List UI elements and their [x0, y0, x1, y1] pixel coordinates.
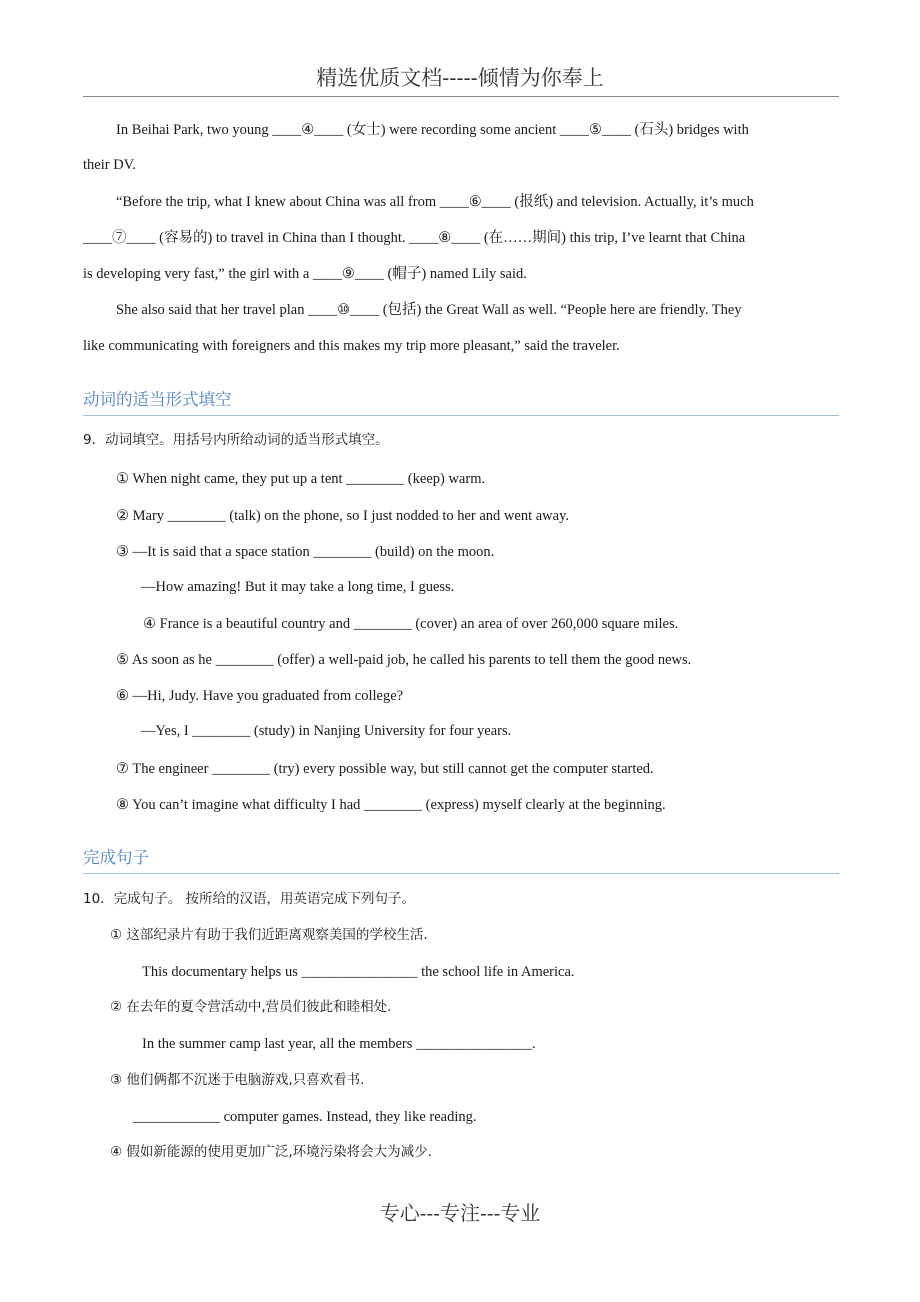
passage-line: ____⑦____ (容易的) to travel in China than I thought. ____⑧____ (在……期间) this trip, I’ve learnt that China	[83, 230, 746, 246]
exercise-item: ① When night came, they put up a tent ________ (keep) warm.	[116, 471, 486, 487]
passage-line: In Beihai Park, two young ____④____ (女士) were recording some ancient ____⑤____ (石头) bridges with	[116, 122, 749, 138]
page-header: 精选优质文档-----倾情为你奉上	[316, 66, 604, 90]
exercise-item: —How amazing! But it may take a long time, I guess.	[141, 579, 455, 595]
exercise-item: ⑥ —Hi, Judy. Have you graduated from college?	[116, 688, 404, 704]
question-9-prompt: 9．动词填空。用括号内所给动词的适当形式填空。	[83, 432, 389, 448]
section-divider	[83, 873, 839, 874]
passage-line: like communicating with foreigners and this makes my trip more pleasant,” said the traveler.	[83, 338, 620, 354]
exercise-item-chinese: ② 在去年的夏令营活动中,营员们彼此和睦相处.	[110, 999, 392, 1015]
exercise-item: This documentary helps us ________________ the school life in America.	[142, 964, 575, 980]
question-10-prompt: 10．完成句子。 按所给的汉语，用英语完成下列句子。	[83, 891, 415, 907]
exercise-item-chinese: ④ 假如新能源的使用更加广泛,环境污染将会大为减少.	[110, 1144, 432, 1160]
exercise-item-chinese: ① 这部纪录片有助于我们近距离观察美国的学校生活.	[110, 927, 428, 943]
exercise-item-chinese: ③ 他们俩都不沉迷于电脑游戏,只喜欢看书.	[110, 1072, 365, 1088]
section-divider	[83, 415, 839, 416]
exercise-item: ② Mary ________ (talk) on the phone, so I just nodded to her and went away.	[116, 508, 570, 524]
exercise-item: ⑤ As soon as he ________ (offer) a well-paid job, he called his parents to tell them the good news.	[116, 652, 692, 668]
exercise-item: In the summer camp last year, all the members ________________.	[142, 1036, 536, 1052]
header-divider	[83, 96, 839, 97]
exercise-item: ____________ computer games. Instead, they like reading.	[133, 1109, 477, 1125]
section-title-complete-sentences: 完成句子	[83, 848, 149, 867]
passage-line: is developing very fast,” the girl with a ____⑨____ (帽子) named Lily said.	[83, 266, 527, 282]
exercise-item: —Yes, I ________ (study) in Nanjing University for four years.	[141, 723, 512, 739]
section-title-verb-forms: 动词的适当形式填空	[83, 390, 232, 409]
exercise-item: ⑧ You can’t imagine what difficulty I had ________ (express) myself clearly at the beginning.	[116, 797, 666, 813]
page-footer: 专心---专注---专业	[379, 1201, 541, 1225]
exercise-item: ③ —It is said that a space station ________ (build) on the moon.	[116, 544, 495, 560]
passage-line: their DV.	[83, 157, 136, 173]
passage-line: She also said that her travel plan ____⑩____ (包括) the Great Wall as well. “People here are friendly. They	[116, 302, 742, 318]
exercise-item: ④ France is a beautiful country and ________ (cover) an area of over 260,000 square miles.	[143, 616, 679, 632]
passage-line: “Before the trip, what I knew about China was all from ____⑥____ (报纸) and television. Actually, it’s much	[116, 194, 754, 210]
exercise-item: ⑦ The engineer ________ (try) every possible way, but still cannot get the computer started.	[116, 761, 654, 777]
